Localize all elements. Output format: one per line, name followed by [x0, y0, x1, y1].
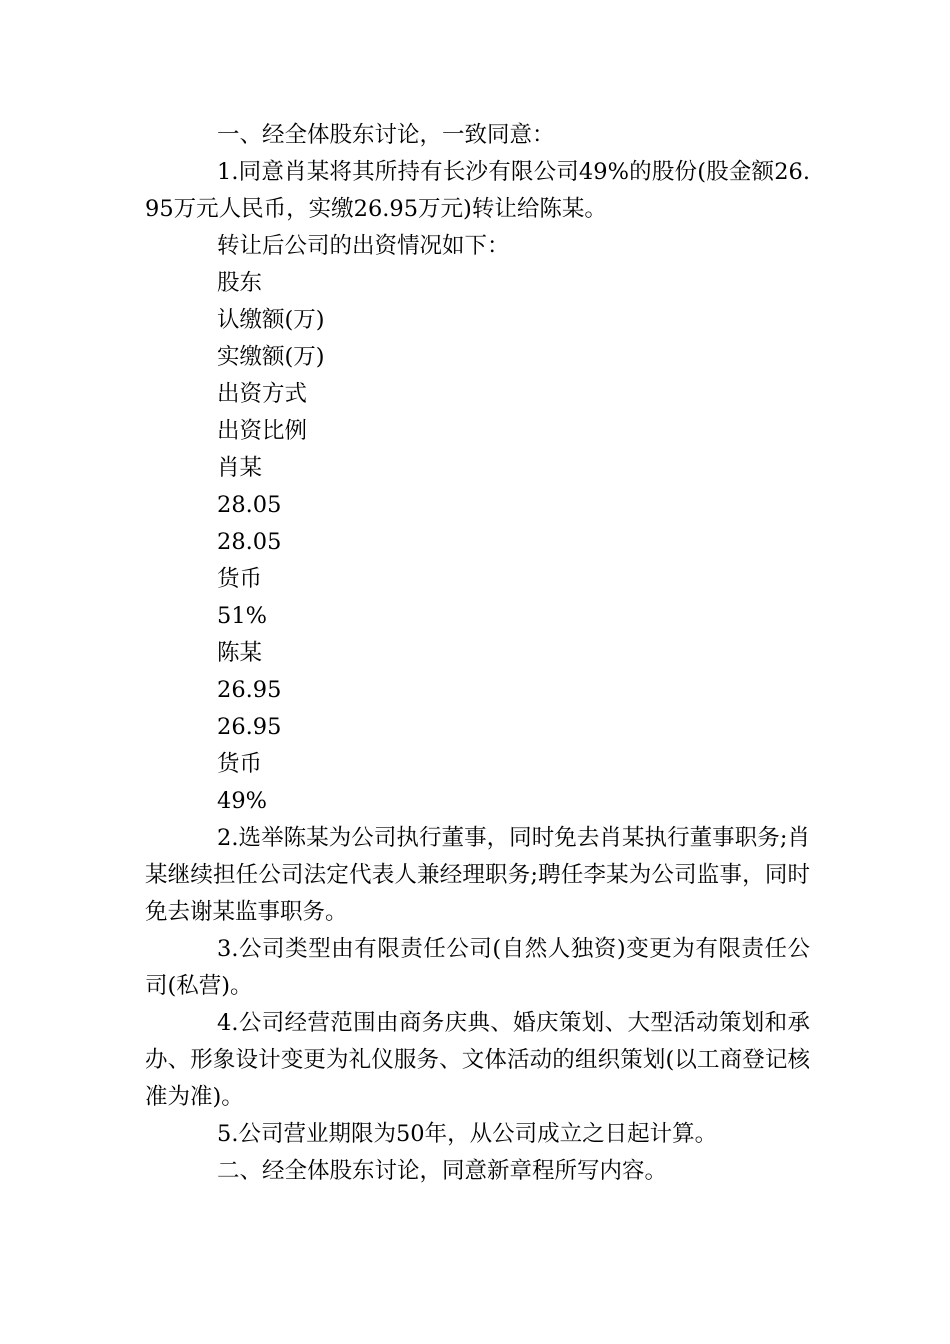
resolution-item-2: 2.选举陈某为公司执行董事，同时免去肖某执行董事职务;肖某继续担任公司法定代表人兼经理职务;聘任李某为公司监事，同时免去谢某监事职务。 [145, 825, 810, 925]
resolution-item-4: 4.公司经营范围由商务庆典、婚庆策划、大型活动策划和承办、形象设计变更为礼仪服务、文体活动的组织策划(以工商登记核准为准)。 [145, 1010, 810, 1110]
resolution-item-3: 3.公司类型由有限责任公司(自然人独资)变更为有限责任公司(私营)。 [145, 936, 810, 999]
table-cell-shareholder: 陈某 [217, 640, 263, 666]
resolution-item-5: 5.公司营业期限为50年，从公司成立之日起计算。 [217, 1121, 718, 1147]
table-cell-paid: 28.05 [217, 529, 282, 555]
table-header-paid: 实缴额(万) [217, 344, 325, 370]
table-cell-method: 货币 [217, 566, 263, 592]
section-2-heading: 二、经全体股东讨论，同意新章程所写内容。 [217, 1158, 668, 1184]
table-header-method: 出资方式 [217, 381, 308, 407]
capital-table [145, 265, 810, 820]
table-intro: 转让后公司的出资情况如下： [217, 233, 510, 259]
table-cell-paid: 26.95 [217, 714, 282, 740]
table-cell-subscribed: 28.05 [217, 492, 282, 518]
resolution-item-1: 1.同意肖某将其所持有长沙有限公司49%的股份(股金额26.95万元人民币，实缴26.95万元)转让给陈某。 [145, 159, 810, 222]
table-cell-method: 货币 [217, 751, 263, 777]
table-header-shareholder: 股东 [217, 270, 263, 296]
table-cell-ratio: 49% [217, 788, 268, 814]
section-1-heading: 一、经全体股东讨论，一致同意： [217, 122, 555, 148]
table-header-ratio: 出资比例 [217, 418, 308, 444]
table-header-subscribed: 认缴额(万) [217, 307, 325, 333]
table-cell-shareholder: 肖某 [217, 455, 263, 481]
document-body [145, 117, 810, 1190]
table-cell-subscribed: 26.95 [217, 677, 282, 703]
table-cell-ratio: 51% [217, 603, 268, 629]
